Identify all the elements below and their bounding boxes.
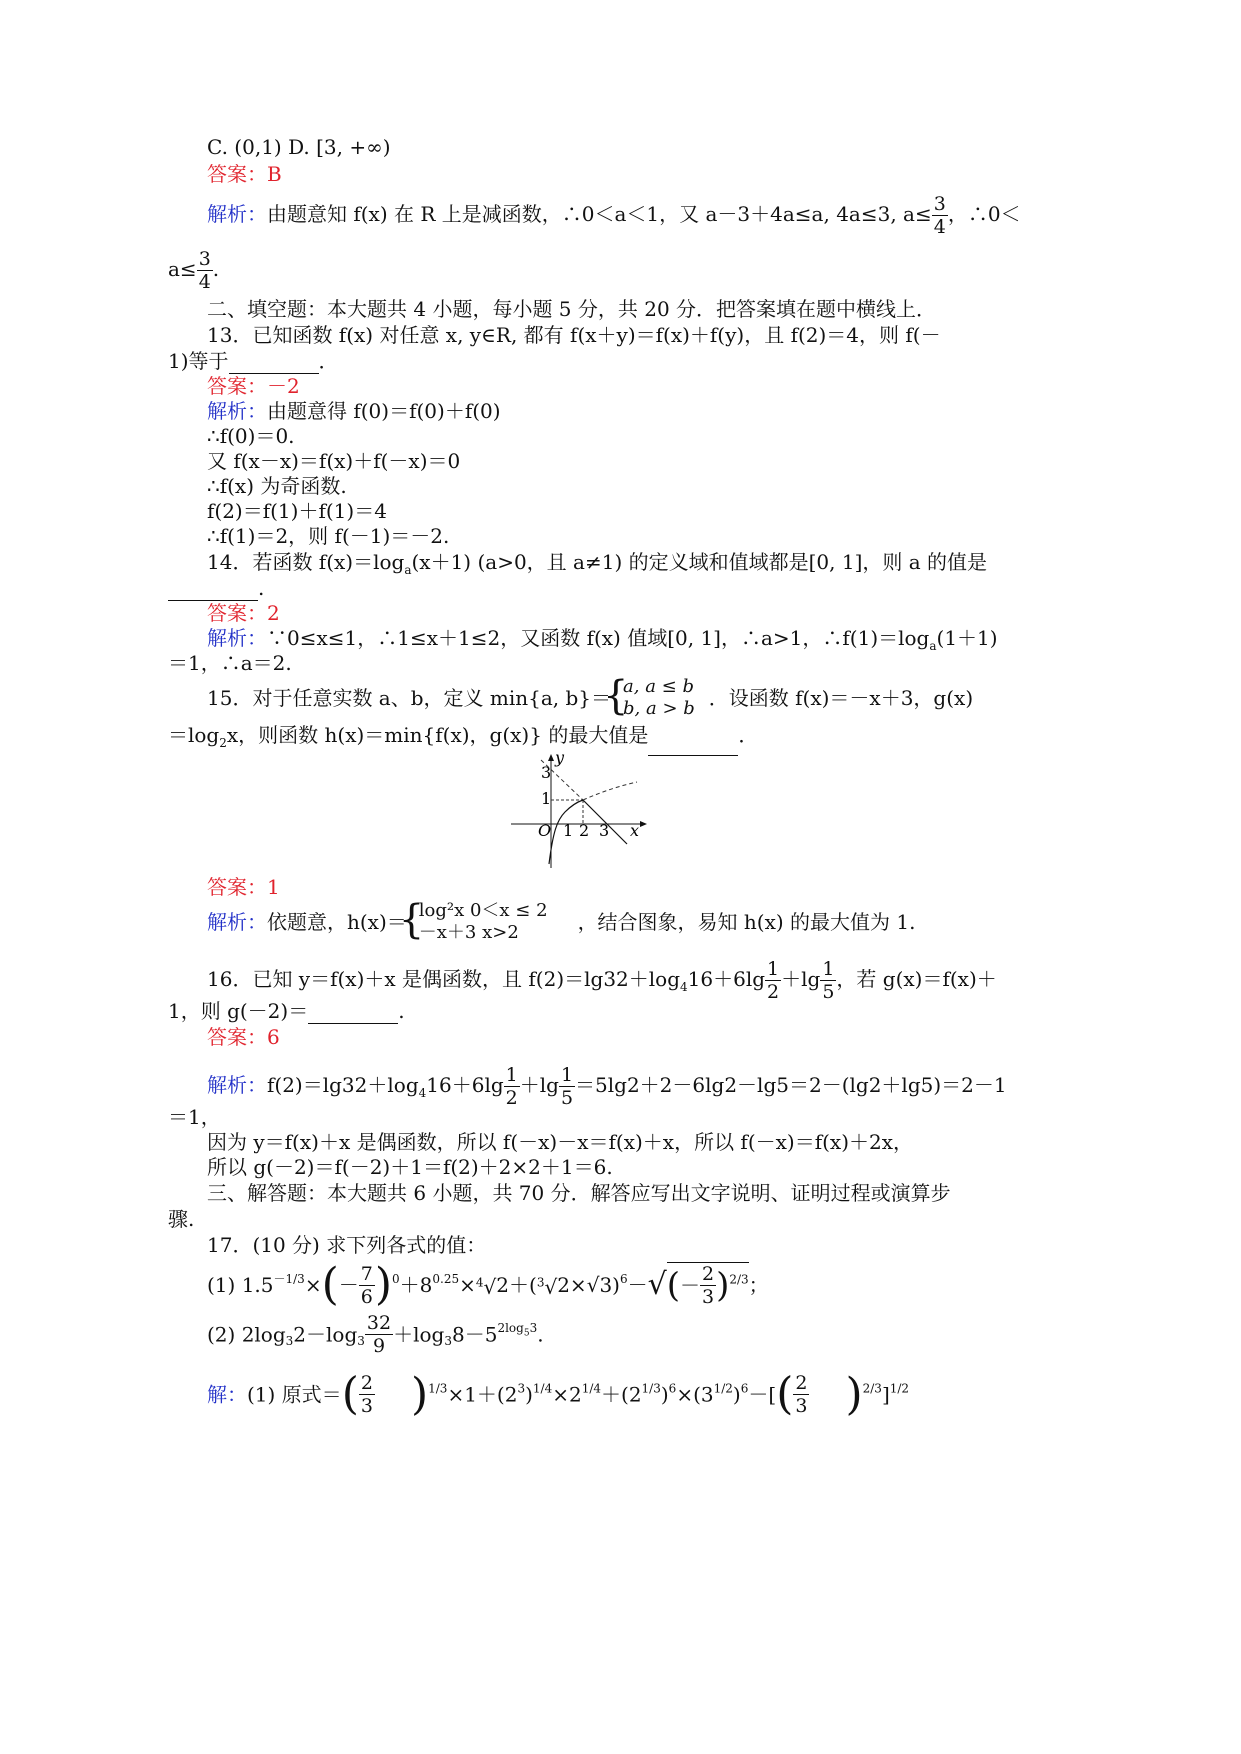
solution-17 <box>207 1368 910 1428</box>
answer-12: 答案：B <box>207 162 282 186</box>
text: (x＋1) (a>0，且 a≠1) 的定义域和值域都是[0, 1]，则 a 的值是 <box>411 550 988 574</box>
text: 16＋6lg <box>426 1073 504 1097</box>
fraction: $\frac{32}{9}$ <box>366 1312 392 1357</box>
section-3-heading: 三、解答题：本大题共 6 小题，共 70 分．解答应写出文字说明、证明过程或演算步 <box>207 1181 951 1205</box>
text: ] <box>881 1382 890 1407</box>
subscript: 2 <box>219 736 227 750</box>
analysis-12-line2 <box>168 248 219 293</box>
exponent: 6 <box>668 1381 677 1396</box>
text: ＋lg <box>519 1073 559 1097</box>
text: x，则函数 h(x)＝min{f(x)，g(x)} 的最大值是 <box>226 723 649 747</box>
fraction: $\frac{2}{3}$ <box>795 1372 808 1417</box>
text: ，∴0＜ <box>947 202 1021 226</box>
paren-open: ( <box>321 1259 339 1310</box>
text: ，结合图象，易知 h(x) 的最大值为 1. <box>577 910 916 934</box>
exponent: 2/3 <box>862 1381 882 1396</box>
subscript: a <box>929 639 937 653</box>
text: ) <box>660 1382 669 1407</box>
x-axis-arrow <box>640 821 647 827</box>
text: × <box>459 1273 476 1297</box>
fraction: $\frac{3}{4}$ <box>933 193 946 238</box>
answer-14: 答案：2 <box>207 601 280 625</box>
exponent: 1/4 <box>532 1381 553 1396</box>
answer-blank <box>308 1005 398 1024</box>
piecewise-brace: { log²x 0＜x ≤ 2 －x＋3 x>2 <box>398 897 548 943</box>
section-3-heading-cont: 骤. <box>168 1207 195 1231</box>
text: ＋lg <box>781 967 821 991</box>
analysis-label: 解析： <box>207 1073 267 1097</box>
option-c-d: C. (0,1) D. [3, +∞) <box>207 135 391 159</box>
x-tick-2: 2 <box>579 821 590 840</box>
problem-15-cont <box>168 722 758 756</box>
answer-blank <box>168 582 258 601</box>
y-axis-arrow <box>548 754 554 761</box>
text: 由题意知 f(x) 在 R 上是减函数，∴0＜a＜1，又 a－3＋4a≤a, 4a≤3, a≤ <box>267 202 932 226</box>
text: ＝log <box>168 723 220 747</box>
answer-15: 答案：1 <box>207 875 280 899</box>
text: 8－5 <box>451 1322 498 1347</box>
subscript: 3 <box>285 1334 294 1348</box>
text: ＋8 <box>399 1273 433 1297</box>
text: ，若 g(x)＝f(x)＋ <box>836 967 997 991</box>
fraction: $\frac{1}{2}$ <box>505 1064 518 1109</box>
y-tick-3: 3 <box>541 763 552 782</box>
problem-14-cont <box>168 575 264 601</box>
text: 由题意得 f(0)＝f(0)＋f(0) <box>267 399 501 423</box>
fraction: $\frac{7}{6}$ <box>360 1262 373 1308</box>
y-tick-1: 1 <box>541 789 552 808</box>
subscript: a <box>404 563 412 577</box>
subscript: 3 <box>444 1334 452 1348</box>
text: ＋(2 <box>601 1382 642 1407</box>
analysis-15 <box>207 897 916 950</box>
exponent: 1/4 <box>581 1381 602 1396</box>
analysis-14-line1 <box>207 625 998 659</box>
exponent: 1/2 <box>889 1381 910 1396</box>
problem-13: 13．已知函数 f(x) 对任意 x, y∈R, 都有 f(x＋y)＝f(x)＋f(y)，且 f(2)＝4，则 f(－ <box>207 323 941 347</box>
text: ∵0≤x≤1，∴1≤x＋1≤2，又函数 f(x) 值域[0, 1]，∴a>1，∴f(1)＝log <box>267 626 930 650</box>
x-tick-3: 3 <box>599 821 610 840</box>
sqrt: √ <box>586 1273 600 1297</box>
text: ； <box>748 1273 769 1297</box>
text: . <box>537 1322 544 1347</box>
analysis-label: 解析： <box>207 910 267 934</box>
exponent: 1/3 <box>428 1381 448 1396</box>
fraction: $\frac{1}{5}$ <box>560 1064 574 1109</box>
text: (1＋1) <box>936 626 998 650</box>
analysis-label: 解析： <box>207 202 267 226</box>
analysis-16-line4: 所以 g(－2)＝f(－2)＋1＝f(2)＋2×2＋1＝6. <box>207 1155 613 1179</box>
analysis-16-line3: 因为 y＝f(x)＋x 是偶函数，所以 f(－x)－x＝f(x)＋x，所以 f(－x)＝f(x)＋2x， <box>207 1130 914 1154</box>
text: . <box>398 999 405 1023</box>
problem-14 <box>207 549 987 583</box>
analysis-13-line2: ∴f(0)＝0. <box>207 424 295 448</box>
minus: － <box>338 1273 359 1297</box>
subscript: 4 <box>680 980 688 994</box>
paren-close: ) <box>410 1368 429 1420</box>
answer-13: 答案：－2 <box>207 374 300 398</box>
exponent: 3 <box>517 1381 526 1396</box>
problem-17: 17．(10 分) 求下列各式的值： <box>207 1233 487 1257</box>
analysis-13-line1 <box>207 398 501 424</box>
text: . <box>212 257 220 281</box>
exponent: 6 <box>619 1271 628 1286</box>
text: ×(3 <box>676 1382 714 1407</box>
origin-label: O <box>538 821 552 840</box>
text: × <box>304 1273 322 1297</box>
fraction: $\frac{1}{5}$ <box>822 958 835 1003</box>
problem-16-cont <box>168 998 405 1024</box>
y-axis-label: y <box>555 752 565 767</box>
radicand: (－ $\frac{2}{3}$ )$^{2/3}$ <box>666 1263 749 1308</box>
text: 2＋( <box>496 1273 537 1297</box>
section-2-heading: 二、填空题：本大题共 4 小题，每小题 5 分，共 20 分．把答案填在题中横线上． <box>207 297 937 321</box>
exponent: 0.25 <box>432 1271 460 1286</box>
brace-glyph: { <box>398 897 425 943</box>
text: ×2 <box>552 1382 582 1407</box>
fraction: $\frac{1}{2}$ <box>767 958 780 1003</box>
exponent: 1/3 <box>641 1381 661 1396</box>
text: ＋log <box>393 1322 445 1347</box>
text: ．设函数 f(x)＝－x＋3，g(x) <box>708 686 974 710</box>
problem-17-part1 <box>207 1259 769 1316</box>
analysis-14-line2: ＝1，∴a＝2. <box>168 651 292 675</box>
analysis-16-line1 <box>207 1064 1007 1109</box>
text: －[ <box>748 1382 777 1407</box>
fourth-root: $^4$√ <box>475 1275 497 1300</box>
sqrt-big: √ <box>647 1267 667 1302</box>
analysis-16-line2: ＝1， <box>168 1105 221 1129</box>
analysis-12-line1 <box>207 193 1021 238</box>
x-tick-1: 1 <box>563 821 574 840</box>
exponent: 6 <box>740 1381 749 1396</box>
text: － <box>627 1273 648 1297</box>
cube-root: $^3$√ <box>536 1275 558 1300</box>
text: 16＋6lg <box>687 967 766 991</box>
fraction: $\frac{2}{3}$ <box>360 1372 373 1417</box>
text: 3) <box>599 1273 620 1297</box>
analysis-label: 解析： <box>207 626 267 650</box>
text: 2－log <box>293 1322 358 1347</box>
text: ×1＋(2 <box>447 1382 518 1407</box>
text: (2) 2log <box>207 1322 286 1347</box>
fraction: $\frac{2}{3}$ <box>702 1263 715 1308</box>
piecewise-brace: { a, a ≤ b b, a > b <box>603 673 695 719</box>
brace-glyph: { <box>603 673 629 719</box>
text: 1)等于 <box>168 349 229 373</box>
problem-13-cont <box>168 348 339 374</box>
analysis-label: 解析： <box>207 399 267 423</box>
exponent: 1/2 <box>713 1381 733 1396</box>
text: 依题意，h(x)＝ <box>267 910 407 934</box>
fraction: $\frac{3}{4}$ <box>198 248 211 293</box>
analysis-13-line3: 又 f(x－x)＝f(x)＋f(－x)＝0 <box>207 449 461 473</box>
text: ＝5lg2＋2－6lg2－lg5＝2－(lg2＋lg5)＝2－1 <box>575 1073 1007 1097</box>
paren-close: ) <box>845 1368 863 1420</box>
text: ． <box>738 723 759 747</box>
text: . <box>258 576 265 600</box>
exponent: 2/3 <box>729 1272 749 1287</box>
text: 2× <box>557 1273 587 1297</box>
text: ) <box>525 1382 533 1407</box>
exponent: 0 <box>392 1271 400 1286</box>
text: f(2)＝lg32＋log <box>267 1073 419 1097</box>
text: (1) 1.5 <box>207 1273 274 1297</box>
answer-16: 答案：6 <box>207 1025 280 1049</box>
analysis-13-line4: ∴f(x) 为奇函数. <box>207 474 347 498</box>
subscript: 4 <box>418 1086 427 1100</box>
text: 16．已知 y＝f(x)＋x 是偶函数，且 f(2)＝lg32＋log <box>207 967 681 991</box>
problem-16 <box>207 958 997 1003</box>
min-function-graph <box>505 752 655 872</box>
paren-close: ) <box>374 1259 393 1310</box>
problem-15 <box>207 673 974 726</box>
text: a≤ <box>168 257 197 281</box>
exponent: －1/3 <box>273 1271 305 1286</box>
text: ． <box>318 349 339 373</box>
text: 1，则 g(－2)＝ <box>168 999 309 1023</box>
exponent: 2log53 <box>497 1321 538 1339</box>
answer-blank <box>229 355 319 374</box>
solution-label: 解： <box>207 1382 247 1407</box>
paren-open: ( <box>341 1368 359 1420</box>
text: 14．若函数 f(x)＝log <box>207 550 405 574</box>
text: 15．对于任意实数 a、b，定义 min{a, b}＝ <box>207 686 612 710</box>
curve-g-dashed <box>583 782 637 800</box>
text: (1) 原式＝ <box>247 1382 342 1407</box>
problem-17-part2 <box>207 1312 544 1366</box>
answer-blank <box>648 737 738 756</box>
paren-open: ( <box>776 1368 794 1420</box>
analysis-13-line6: ∴f(1)＝2，则 f(－1)＝－2. <box>207 524 450 548</box>
text: ) <box>732 1382 741 1407</box>
subscript: 3 <box>357 1334 365 1348</box>
analysis-13-line5: f(2)＝f(1)＋f(1)＝4 <box>207 499 387 523</box>
x-axis-label: x <box>630 821 640 840</box>
